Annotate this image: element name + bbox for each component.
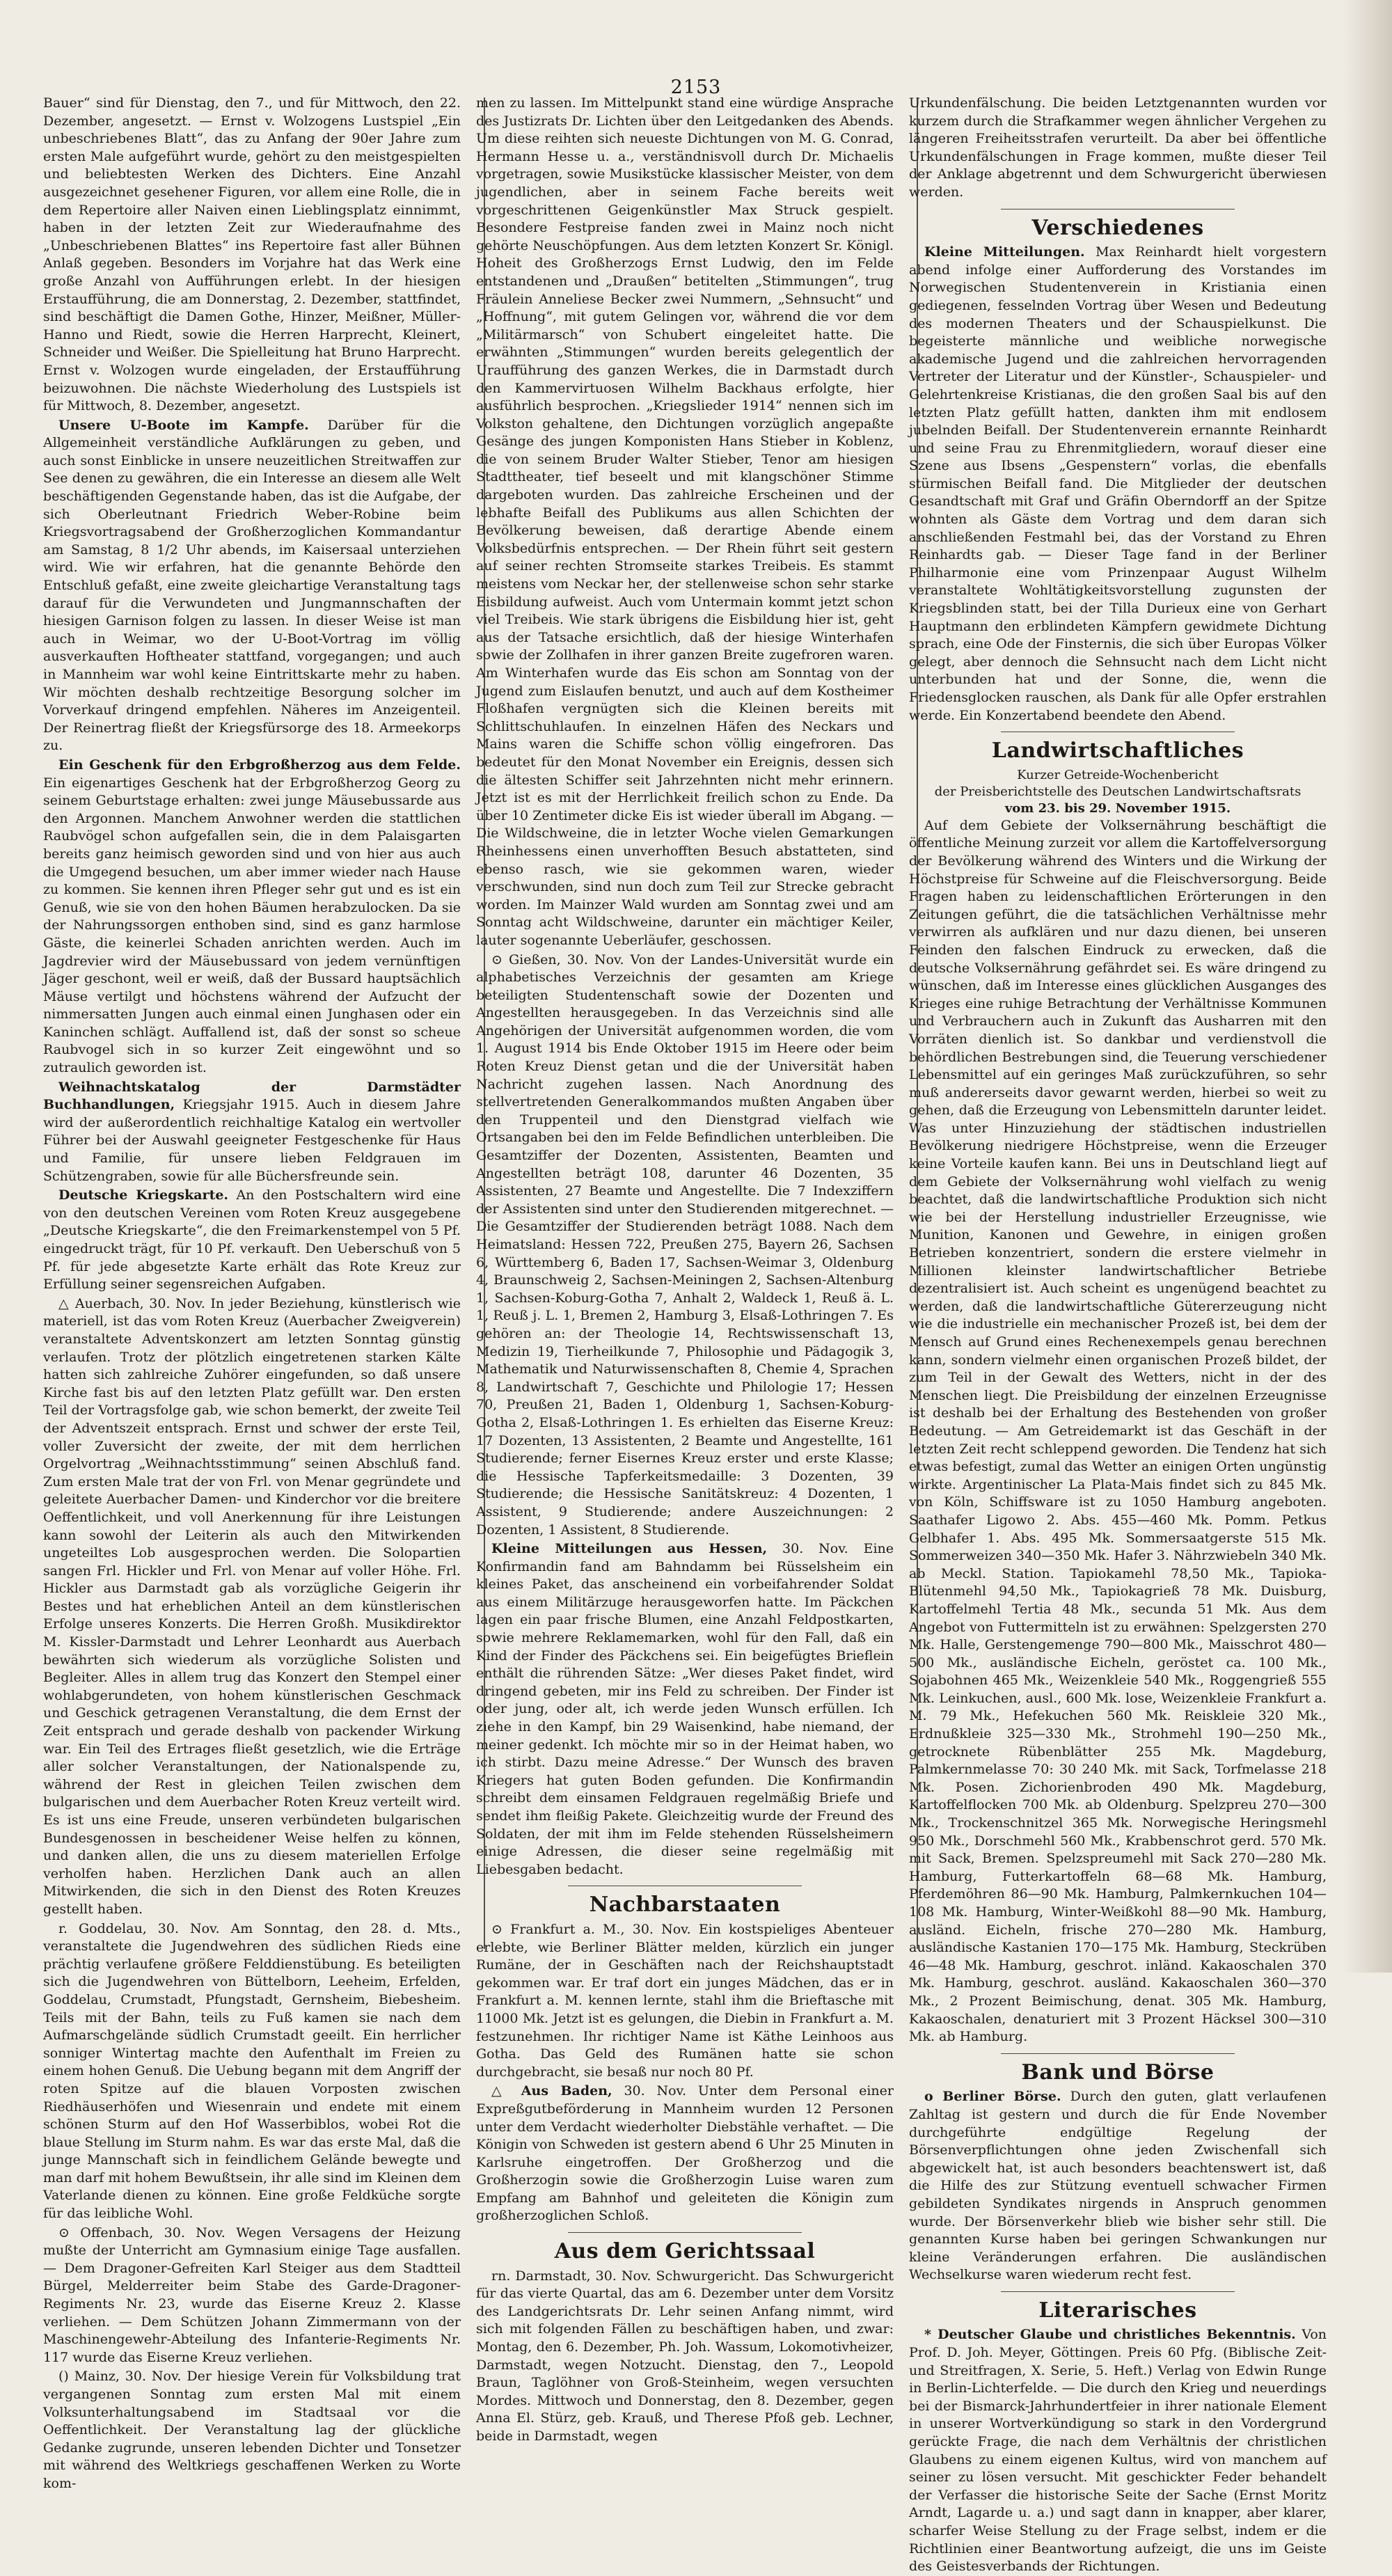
section-heading-literarisches: Literarisches bbox=[1038, 2298, 1197, 2323]
article-mainz: () Mainz, 30. Nov. Der hiesige Verein für Volksbildung trat vergangenen Sonntag zum ersten Mal mit einem Volksunterhaltungsabend im Stadtsaal vor die Oeffentlichkeit. Der Veranstaltung lag der glückliche Gedanke zugrunde, unseren lebenden Dichter und Tonsetzer mit während des Weltkriegs geschaffenen Werken zu Worte kom- bbox=[43, 2369, 461, 2491]
article-lead: Deutsche Kriegskarte. bbox=[58, 1187, 229, 1203]
report-date-range: vom 23. bis 29. November 1915. bbox=[1004, 800, 1231, 816]
article-body: 30. Nov. Eine Konfirmandin fand am Bahndamm bei Rüsselsheim ein kleines Paket, das anscheinend ein vorbeifahrender Soldat aus einem Militärzuge herausgeworfen hatte. Im Päckchen lagen ein paar frische Blumen, eine Anzahl Feldpostkarten, sowie mehrere Reklamemarken, wohl für den Fall, daß ein Kind der Finder des Päckchens sei. Ein beigefügtes Brieflein enthält die rührenden Sätze: „Wer dieses Paket findet, wird dringend gebeten, mir ins Feld zu schreiben. Der Finder ist oder jung, oder alt, ich werde jeden Wunsch erfüllen. Ich ziehe in den Kampf, bin 29 Waisenkind, habe niemand, der meiner gedenkt. Ich möchte mir so in der Heimat haben, wo ich stirbt. Dazu meine Adresse.“ Der Wunsch des braven Kriegers hat guten Boden gefunden. Die Konfirmandin schreibt dem einsamen Feldgrauen regelmäßig Briefe und sendet ihm fleißig Pakete. Gleichzeitig wurde der Freund des Soldaten, der mit ihm im Felde stehenden Rüsselsheimern einige Adressen, die dieser seine regelmäßig mit Liebesgaben bedacht. bbox=[476, 1541, 894, 1877]
article-kleine-mitteilungen bbox=[909, 244, 1327, 725]
section-separator bbox=[1001, 2053, 1235, 2054]
column-1 bbox=[43, 95, 461, 2491]
article-schwurgericht-continued: Urkundenfälschung. Die beiden Letztgenannten wurden vor kurzem durch die Strafkammer wegen ähnlicher Vergehen zu längeren Freiheitsstrafen verurteilt. Da aber bei öffentliche Urkundenfälschungen in Frage kommen, mußte dieser Teil der Anklage abgetrennt und dem Schwurgericht überwiesen werden. bbox=[909, 95, 1327, 200]
article-body: Darüber für die Allgemeinheit verständliche Aufklärungen zu geben, und auch sonst Einblicke in unsere neuzeitlichen Streitwaffen zur See denen zu gewähren, die ein Interesse an diesem alle Welt beschäftigenden Gegenstande haben, das ist die Aufgabe, der sich Oberleutnant Friedrich Weber-Robine beim Kriegsvortragsabend der Großherzoglichen Kommandantur am Samstag, 8 1/2 Uhr abends, im Kaisersaal unterziehen wird. Wie wir erfahren, hat die genannte Behörde den Entschluß gefaßt, eine zweite gleichartige Veranstaltung tags darauf für die Verwundeten und Jungmannschaften der hiesigen Garnison folgen zu lassen. In dieser Weise ist man auch in Weimar, wo der U-Boot-Vortrag im völlig ausverkauften Hoftheater stattfand, vorgegangen; und auch in Mannheim war wohl keine Eintrittskarte mehr zu haben. Wir möchten deshalb rechtzeitige Besorgung solcher im Vorverkauf dringend empfehlen. Näheres im Anzeigenteil. Der Reinertrag fließt der Kriegsfürsorge des 18. Armeekorps zu. bbox=[43, 417, 461, 754]
article-lead: Weihnachtskatalog der Darmstädter Buchhandlungen, bbox=[43, 1079, 461, 1113]
article-body: Kriegsjahr 1915. Auch in diesem Jahre wird der außerordentlich reichhaltige Katalog ein wertvoller Führer bei der Auswahl geeigneter Festgeschenke für Haus und Familie, für unsere lieben Feldgrauen im Schützengraben, sowie für alle Büchersfreunde sein. bbox=[43, 1097, 461, 1184]
scan-edge bbox=[1343, 0, 1392, 1973]
report-source: der Preisberichtstelle des Deutschen Landwirtschaftsrats bbox=[934, 784, 1302, 799]
article-literatur bbox=[909, 2326, 1327, 2575]
column-3 bbox=[909, 95, 1327, 2575]
article-goddelau: r. Goddelau, 30. Nov. Am Sonntag, den 28. d. Mts., veranstaltete die Jugendwehren des südlichen Rieds eine prächtig verlaufene größere Felddienstübung. Es beteiligten sich die Jugendwehren von Büttelborn, Leeheim, Erfelden, Goddelau, Crumstadt, Pfungstadt, Gernsheim, Biebesheim. Teils mit der Bahn, teils zu Fuß kamen sie nach dem Aufmarschgelände südlich Crumstadt geeilt. Ein herrlicher sonniger Wintertag machte den Aufenthalt im Freien zu einem hohen Genuß. Die Uebung begann mit dem Angriff der roten Spitze auf die blauen Vorposten zwischen Riedhäuserhöfen und Wiesenrain und endete mit einem schönen Sturm auf den Hof Wasserbiblos, wobei Rot die blaue Stellung im Sturm nahm. Es war das erste Mal, daß die junge Mannschaft sich in feindlichem Gelände bewegte und man darf mit hohem Bewußtsein, ihr alle sind im Kleinen dem Vaterlande dienen zu können. Eine große Feldküche sorgte für das leibliche Wohl. bbox=[43, 1920, 461, 2222]
section-heading-gerichtssaal: Aus dem Gerichtssaal bbox=[554, 2239, 816, 2264]
article-auerbach: △ Auerbach, 30. Nov. In jeder Beziehung, künstlerisch wie materiell, ist das vom Roten Kreuz (Auerbacher Zweigverein) veranstaltete Adventskonzert am letzten Sonntag günstig verlaufen. Trotz der plötzlich eingetretenen starken Kälte hatten sich zahlreiche Zuhörer eingefunden, so daß unsere Kirche fast bis auf den letzten Platz gefüllt war. Den ersten Teil der Vortragsfolge gab, wie schon bemerkt, der zweite Teil der Adventszeit entsprach. Ernst und schwer der erste Teil, voller Zuversicht der zweite, der mit dem herrlichen Orgelvortrag „Weihnachtsstimmung“ seinen Abschluß fand. Zum ersten Male trat der von Frl. von Menar gegründete und geleitete Auerbacher Damen- und Kinderchor vor die breitere Oeffentlichkeit, und voll Anerkennung für ihre Leistungen kann sowohl der Leiterin als auch den Mitwirkenden ungeteiltes Lob ausgesprochen werden. Die Solopartien sangen Frl. Hickler und Frl. von Menar auf voller Höhe. Frl. Hickler aus Darmstadt gab als vorzügliche Geigerin ihr Bestes und hat erheblichen Anteil an dem künstlerischen Erfolge unseres Konzerts. Die Herren Großh. Musikdirektor M. Kissler-Darmstadt und Lehrer Leonhardt aus Auerbach bewährten sich wiederum als vorzügliche Solisten und Begleiter. Alles in allem trug das Konzert den Stempel einer wohlabgerundeten, von hohem künstlerischen Geschmack und Geschick getragenen Veranstaltung, die dem Ernst der Zeit entsprach und gerade deshalb von packender Wirkung war. Ein Teil des Ertrages fließt gesetzlich, wie die Erträge aller solcher Veranstaltungen, der Nationalspende zu, während der Rest in gleichen Teilen zwischen dem bulgarischen und dem Auerbacher Roten Kreuz verteilt wird. Es ist uns eine Freude, unseren verbündeten bulgarischen Bundesgenossen in bescheidener Weise helfen zu können, und danken allen, die uns zu diesem materiellen Erfolge verholfen haben. Herzlichen Dank auch an allen Mitwirkenden, die sich in den Dienst des Roten Kreuzes gestellt haben. bbox=[43, 1295, 461, 1917]
article-lead: Unsere U-Boote im Kampfe. bbox=[58, 417, 309, 433]
section-separator bbox=[568, 2232, 802, 2233]
article-lead: * Deutscher Glaube und christliches Bekenntnis. bbox=[924, 2327, 1296, 2343]
article-mainz-continued: men zu lassen. Im Mittelpunkt stand eine würdige Ansprache des Justizrats Dr. Lichten über den Leitgedanken des Abends. Um diese reihten sich neueste Dichtungen von M. G. Conrad, Hermann Hesse u. a., verständnisvoll durch Dr. Michaelis vorgetragen, sowie Musikstücke klassischer Meister, von dem jugendlichen, aber in seinem Fache bereits weit vorgeschrittenen Geigenkünstler Max Struck gespielt. Besondere Festpreise fanden zwei in Mainz noch nicht gehörte Neuschöpfungen. Aus dem letzten Konzert Sr. Königl. Hoheit des Großherzogs Ernst Ludwig, den im Felde entstandenen und „Draußen“ betitelten „Stimmungen“, trug Fräulein Anneliese Becker zwei Nummern, „Sehnsucht“ und „Hoffnung“, mit gutem Gelingen vor, während die vor dem „Militärmarsch“ von Schubert eingeleitet hatte. Die erwähnten „Stimmungen“ wurden bereits gelegentlich der Uraufführung des ganzen Werkes, die in Darmstadt durch den Kammervirtuosen Wilhelm Backhaus erfolgte, hier ausführlich besprochen. „Kriegslieder 1914“ nennen sich im Volkston gehaltene, den Dichtungen vorzüglich angepaßte Gesänge des jungen Komponisten Hans Stieber in Koblenz, die von seinem Bruder Walter Stieber, Tenor am hiesigen Stadttheater, tief beseelt und mit klangschöner Stimme dargeboten wurden. Das zahlreiche Erscheinen und der lebhafte Beifall des Publikums aus allen Schichten der Bevölkerung beweisen, daß derartige Abende einem Volksbedürfnis entsprechen. — Der Rhein führt seit gestern auf seiner rechten Stromseite starkes Treibeis. Es stammt meistens vom Neckar her, der stellenweise schon sehr starke Eisbildung aufweist. Auch vom Untermain kommt jetzt schon viel Treibeis. Wie stark übrigens die Eisbildung hier ist, geht aus der Tatsache ersichtlich, daß der hiesige Winterhafen sowie der Zollhafen in ihrer ganzen Breite zugefroren waren. Am Winterhafen wurde das Eis schon am Sonntag von der Jugend zum Eislaufen benutzt, und auch auf dem Kostheimer Floßhafen vergnügten sich die Kleinen bereits mit Schlittschuhlaufen. In einzelnen Häfen des Neckars und Mains waren die Schiffe schon völlig eingefroren. Das bedeutet für den Monat November ein Ereignis, dessen sich die ältesten Schiffer seit Jahrzehnten nicht mehr erinnern. Jetzt ist es mit der Herrlichkeit freilich schon zu Ende. Da über 10 Zentimeter dicke Eis ist wieder überall im Abgang. — Die Wildschweine, die in letzter Woche vielen Gemarkungen Rheinhessens einen unverhofften Besuch abstatteten, sind ebenso rasch, wie sie gekommen waren, wieder verschwunden, sind nun doch zum Teil zur Strecke gebracht worden. Im Mainzer Wald wurden am Sonntag zwei und am Sonntag acht Wildschweine, darunter ein mächtiger Keiler, lauter sogenannte Ueberläufer, geschossen. bbox=[476, 95, 894, 948]
article-berliner-boerse bbox=[909, 2088, 1327, 2284]
report-subtitle: Kurzer Getreide-Wochenbericht bbox=[1017, 767, 1219, 782]
article-lead: Ein Geschenk für den Erbgroßherzog aus dem Felde. bbox=[58, 757, 461, 773]
section-separator bbox=[1001, 2291, 1235, 2292]
article-u-boote bbox=[43, 417, 461, 755]
section-heading-nachbarstaaten: Nachbarstaaten bbox=[589, 1893, 781, 1918]
article-giessen: ⊙ Gießen, 30. Nov. Von der Landes-Universität wurde ein alphabetisches Verzeichnis der gesamten am Kriege beteiligten Studentenschaft sowie der Dozenten und Angestellten herausgegeben. In das Verzeichnis sind alle Angehörigen der Universität aufgenommen worden, die vom 1. August 1914 bis Ende Oktober 1915 im Heere oder beim Roten Kreuz Dienst getan und die der Universität haben Nachricht zugehen lassen. Nach Anordnung des stellvertretenden Generalkommandos mußten Angaben über den Truppenteil und den Dienstgrad vielfach wie Ortsangaben bei den im Felde Befindlichen unterbleiben. Die Gesamtziffer der Dozenten, Assistenten, Beamten und Angestellten beträgt 108, darunter 46 Dozenten, 35 Assistenten, 27 Beamte und Angestellte. Die 7 Indexziffern der Assistenten sind unter den Studierenden mitgerechnet. — Die Gesamtziffer der Studierenden beträgt 1088. Nach dem Heimatsland: Hessen 722, Preußen 275, Bayern 26, Sachsen 6, Württemberg 6, Baden 17, Sachsen-Weimar 3, Oldenburg 4, Braunschweig 2, Sachsen-Meiningen 2, Sachsen-Altenburg 1, Sachsen-Koburg-Gotha 7, Anhalt 2, Waldeck 1, Reuß ä. L. 1, Reuß j. L. 1, Bremen 2, Hamburg 3, Elsaß-Lothringen 7. Es gehören an: der Theologie 14, Rechtswissenschaft 13, Medizin 19, Tierheilkunde 7, Philosophie und Pädagogik 3, Mathematik und Naturwissenschaften 8, Chemie 4, Sprachen 8, Landwirtschaft 7, Geschichte und Philologie 17; Hessen 70, Preußen 21, Baden 1, Oldenburg 1, Sachsen-Koburg-Gotha 2, Elsaß-Lothringen 1. Es erhielten das Eiserne Kreuz: 17 Dozenten, 13 Assistenten, 2 Beamte und Angestellte, 161 Studierende; ferner Eisernes Kreuz erster und erste Klasse; die Hessische Tapferkeitsmedaille: 3 Dozenten, 39 Studierende; die Hessische Sanitätskreuz: 4 Dozenten, 1 Assistent, 9 Studierende; andere Auszeichnungen: 2 Dozenten, 1 Assistent, 8 Studierende. bbox=[476, 951, 894, 1538]
article-frankfurt: ⊙ Frankfurt a. M., 30. Nov. Ein kostspieliges Abenteuer erlebte, wie Berliner Blätter melden, kürzlich ein junger Rumäne, der in Geschäften nach der Reichshauptstadt gekommen war. Er traf dort ein junges Mädchen, das er in Frankfurt a. M. kennen lernte, stahl ihm die Brieftasche mit 11000 Mk. Jetzt ist es gelungen, die Diebin in Frankfurt a. M. festzunehmen. Ihr richtiger Name ist Käthe Leinhoos aus Gotha. Das Geld des Rumänen hatte sie schon durchgebracht, sie besaß nur noch 80 Pf. bbox=[476, 1921, 894, 2080]
article-theater: Bauer“ sind für Dienstag, den 7., und für Mittwoch, den 22. Dezember, angesetzt. — Ernst v. Wolzogens Lustspiel „Ein unbeschriebenes Blatt“, das zu Anfang der 90er Jahre zum ersten Male aufgeführt wurde, gehört zu den meistgespielten und beliebtesten Werken des Dichters. Eine Anzahl ausgezeichnet gesehener Figuren, vor allem eine Rolle, die in dem Repertoire aller Naiven einen Lieblingsplatz einnimmt, haben in der letzten Zeit zur Wiederaufnahme des „Unbeschriebenen Blattes“ ins Repertoire fast aller Bühnen Anlaß gegeben. Besonders im Vorjahre hat das Werk eine große Anzahl von Aufführungen erlebt. In der hiesigen Erstaufführung, die am Donnerstag, 2. Dezember, stattfindet, sind beschäftigt die Damen Gothe, Hinzer, Meißner, Müller-Hanno und Riedt, sowie die Herren Harprecht, Kleinert, Schneider und Weißer. Die Spielleitung hat Bruno Harprecht. Ernst v. Wolzogen wurde eingeladen, der Erstaufführung beizuwohnen. Die nächste Wiederholung des Lustspiels ist für Mittwoch, 8. Dezember, angesetzt. bbox=[43, 95, 461, 414]
article-schwurgericht: rn. Darmstadt, 30. Nov. Schwurgericht. Das Schwurgericht für das vierte Quartal, das am 6. Dezember unter dem Vorsitz des Landgerichtsrats Dr. Lehr seinen Anfang nimmt, wird sich mit folgenden Fällen zu beschäftigen haben, und zwar: Montag, den 6. Dezember, Ph. Joh. Wassum, Lokomotivheizer, Darmstadt, wegen Notzucht. Dienstag, den 7., Leopold Braun, Taglöhner von Groß-Steinheim, wegen versuchten Mordes. Mittwoch und Donnerstag, den 8. Dezember, gegen Anna El. Stürz, geb. Krauß, und Therese Pfoß geb. Lechner, beide in Darmstadt, wegen bbox=[476, 2268, 894, 2444]
article-kleine-mitteilungen-hessen bbox=[476, 1540, 894, 1879]
article-lead: o Berliner Börse. bbox=[924, 2089, 1061, 2105]
article-body: An den Postschaltern wird eine von den deutschen Vereinen vom Roten Kreuz ausgegebene „Deutsche Kriegskarte“, die den Freimarkenstempel von 5 Pf. eingedruckt trägt, für 10 Pf. verkauft. Den Ueberschuß von 5 Pf. für jede abgesetzte Karte erhält das Rote Kreuz zur Erfüllung seiner segensreichen Aufgaben. bbox=[43, 1187, 461, 1293]
article-kriegskarte bbox=[43, 1187, 461, 1294]
article-lead: Kleine Mitteilungen. bbox=[924, 244, 1085, 260]
article-getreide-bericht: Auf dem Gebiete der Volksernährung beschäftigt die öffentliche Meinung zurzeit vor allem die Kartoffelversorgung der Bevölkerung während des Winters und die Wirkung der Höchstpreise für Schweine auf die Fleischversorgung. Beide Fragen haben zu leidenschaftlichen Erörterungen in den Zeitungen geführt, die die tatsächlichen Verhältnisse mehr verwirren als aufklären und nur dazu dienen, bei unseren Feinden den falschen Eindruck zu erwecken, daß die deutsche Volksernährung gefährdet sei. Es wäre dringend zu wünschen, daß im Interesse eines glücklichen Ausganges des Krieges eine ruhige Betrachtung der Verhältnisse Kommunen und Verbrauchern auch in Zukunft das Ausharren mit den Vorräten dienlich ist. So dankbar und verdienstvoll die behördlichen Bestrebungen sind, die Teuerung verschiedener Lebensmittel auf ein geringes Maß zurückzuführen, so sehr muß andererseits davor gewarnt werden, hierbei so weit zu gehen, daß die Erzeugung von Lebensmitteln darunter leidet. Was unter Hinzuziehung der städtischen industriellen Bevölkerung niedrigere Höchstpreise, wenn die Erzeuger keine Vorteile kaufen kann. Bei uns in Deutschland liegt auf dem Gebiete der Volksernährung wohl vielfach zu wenig beachtet, daß die landwirtschaftliche Produktion sich nicht wie bei der Herstellung industrieller Erzeugnisse, wie Munition, Kanonen und Gewehre, in einigen großen Betrieben konzentriert, sondern die erstere vielmehr in Millionen kleinster landwirtschaftlicher Betriebe dezentralisiert ist. Auch scheint es ungenügend beachtet zu werden, daß die landwirtschaftliche Gütererzeugung nicht wie die industrielle ein mechanischer Prozeß ist, bei dem der Mensch auf Grund eines Rechenexempels genau berechnen kann, sondern vielmehr einen organischen Prozeß bildet, der zum Teil in der Gewalt des Wetters, nicht in der des Menschen liegt. Die Preisbildung der einzelnen Erzeugnisse ist deshalb bei der Erhaltung des Bestehenden von großer Bedeutung. — Am Getreidemarkt ist das Geschäft in der letzten Zeit recht schleppend geworden. Die Tendenz hat sich etwas befestigt, zumal das Wetter an einigen Orten ungünstig wirkte. Argentinischer La Plata-Mais findet sich zu 845 Mk. von Köln, Schiffsware ist zu 1050 Hamburg angeboten. Saathafer Ligowo 2. Abs. 455—460 Mk. Pomm. Petkus Gelbhafer 1. Abs. 495 Mk. Sommersaatgerste 515 Mk. Sommerweizen 340—350 Mk. Hafer 3. Nährzwiebeln 340 Mk. ab Meckl. Station. Tapiokamehl 78,50 Mk., Tapioka-Blütenmehl 94,50 Mk., Tapiokagrieß 78 Mk. Duisburg, Kartoffelmehl Tertia 48 Mk., secunda 51 Mk. Aus dem Angebot von Futtermitteln ist zu erwähnen: Spelzgersten 270 Mk. Halle, Gerstengemenge 790—800 Mk., Maisschrot 480—500 Mk., ausländische Eicheln, geröstet ca. 100 Mk., Sojabohnen 465 Mk., Weizenkleie 540 Mk., Roggengrieß 555 Mk. Leinkuchen, ausl., 600 Mk. lose, Weizenkleie Frankfurt a. M. 79 Mk., Hefekuchen 560 Mk. Reiskleie 320 Mk., Erdnußkleie 325—330 Mk., Strohmehl 190—250 Mk., getrocknete Rübenblätter 255 Mk. Magdeburg, Palmkernmelasse 70: 30 240 Mk. mit Sack, Torfmelasse 218 Mk. Posen. Zichorienbroden 490 Mk. Magdeburg, Kartoffelflocken 700 Mk. ab Oldenburg. Spelzpreu 270—300 Mk., Trockenschnitzel 365 Mk. Norwegische Heringsmehl 950 Mk., Dorschmehl 560 Mk., Krabbenschrot gerd. 570 Mk. mit Sack, Bremen. Spelzspreumehl mit Sack 270—280 Mk. Hamburg, Futterkartoffeln 68—68 Mk. Hamburg, Pferdemöhren 86—90 Mk. Hamburg, Palmkernkuchen 104—108 Mk. Hamburg, Winter-Weißkohl 88—90 Mk. Hamburg, ausländ. Eicheln, frische 270—280 Mk. Hamburg, ausländische Kastanien 170—175 Mk. Hamburg, Steckrüben 46—48 Mk. Hamburg, geschrot. inländ. Kakaoschalen 370 Mk. Hamburg, geschrot. ausländ. Kakaoschalen 360—370 Mk., 2 Prozent Beimischung, denat. 305 Mk. Hamburg, Kakaoschalen, denaturiert mit 3 Prozent Häcksel 300—310 Mk. ab Hamburg. bbox=[909, 817, 1327, 2045]
article-body: Ein eigenartiges Geschenk hat der Erbgroßherzog Georg zu seinem Geburtstage erhalten: zwei junge Mäusebussarde aus den Argonnen. Manchem Anwohner werden die stattlichen Raubvögel schon aufgefallen sein, die in dem Palaisgarten bereits ganz heimisch geworden sind und von hier aus auch die Umgegend besuchen, um aber immer wieder nach Hause zu kommen. Sie kennen ihren Pfleger sehr gut und es ist ein Genuß, wie sie von den hohen Bäumen herabzulocken. Da sie der Nahrungssorgen enthoben sind, sind es ganz harmlose Gäste, die keinerlei Schaden anrichten werden. Auch im Jagdrevier wird der Mäusebussard von jedem vernünftigen Jäger geschont, weil er weiß, daß der Bussard hauptsächlich Mäuse vertilgt und höchstens während der Aufzucht der nimmersatten Jungen auch einmal einen Junghasen oder ein Kaninchen schlägt. Auffallend ist, daß der sonst so scheue Raubvogel sich in so kurzer Zeit eingewöhnt und so zutraulich geworden ist. bbox=[43, 775, 461, 1076]
article-baden bbox=[476, 2083, 894, 2225]
article-lead: △ Aus Baden, bbox=[491, 2083, 612, 2099]
section-heading-verschiedenes: Verschiedenes bbox=[1031, 215, 1204, 240]
article-weihnachtskatalog bbox=[43, 1079, 461, 1186]
article-body: Durch den guten, glatt verlaufenen Zahltag ist gestern und durch die für Ende November durchgeführte endgültige Regelung der Börsenverpflichtungen ohne jeden Zwischenfall sich abgewickelt hat, ist auch besonders beachtenswert ist, daß die Hilfe des zur Stützung eventuell schwacher Firmen gebildeten Syndikates nirgends in Anspruch genommen wurde. Der Börsenverkehr blieb wie bisher sehr still. Die genannten Kurse haben bei geringen Schwankungen nur kleine Veränderungen erfahren. Die ausländischen Wechselkurse waren wiederum recht fest. bbox=[909, 2089, 1327, 2283]
section-heading-bank-und-boerse: Bank und Börse bbox=[1021, 2060, 1215, 2085]
article-offenbach: ⊙ Offenbach, 30. Nov. Wegen Versagens der Heizung mußte der Unterricht am Gymnasium einige Tage ausfallen. — Dem Dragoner-Gefreiten Karl Steiger aus dem Stadtteil Bürgel, Melderreiter beim Stabe des Garde-Dragoner-Regiments Nr. 23, wurde das Eiserne Kreuz 2. Klasse verliehen. — Dem Schützen Johann Zimmermann von der Maschinengewehr-Abteilung des Infanterie-Regiments Nr. 117 wurde das Eiserne Kreuz verliehen. bbox=[43, 2225, 461, 2365]
article-body: Max Reinhardt hielt vorgestern abend infolge einer Aufforderung des Vorstandes im Norwegischen Studentenverein in Kristiania einen gediegenen, fesselnden Vortrag über Wesen und Bedeutung des modernen Theaters und der Schauspielkunst. Die begeisterte männliche und weibliche norwegische akademische Jugend und die zahlreichen hervorragenden Vertreter der Literatur und der Künstler-, Schauspieler- und Gelehrtenkreise Kristianas, die den großen Saal bis auf den letzten Platz gefüllt hatten, dankten ihm mit endlosem jubelnden Beifall. Der Studentenverein ernannte Reinhardt und seine Frau zu Ehrenmitgliedern, worauf dieser eine Szene aus Ibsens „Gespenstern“ vorlas, die ebenfalls stürmischen Beifall fand. Die Mitglieder der deutschen Gesandtschaft mit Graf und Gräfin Oberndorff an der Spitze wohnten als Gäste dem Vortrag und dem daran sich anschließenden Festmahl bei, das der Vorstand zu Ehren Reinhardts gab. — Dieser Tage fand in der Berliner Philharmonie eine vom Prinzenpaar August Wilhelm veranstaltete Wohltätigkeitsvorstellung zugunsten der Kriegsblinden statt, bei der Tilla Durieux eine von Gerhart Hauptmann den erblindeten Kämpfern gewidmete Dichtung sprach, eine Ode der Finsternis, die sich über Europas Völker gelegt, aber dennoch die Sehnsucht nach dem Licht nicht unterbunden hat und der Sonne, die, wenn die Friedensglocken rauschen, als Dank für alle Opfer erstrahlen werde. Ein Konzertabend beendete den Abend. bbox=[909, 244, 1327, 723]
article-geschenk bbox=[43, 757, 461, 1077]
section-heading-landwirtschaftliches: Landwirtschaftliches bbox=[991, 738, 1244, 764]
article-lead: Kleine Mitteilungen aus Hessen, bbox=[491, 1541, 768, 1557]
article-body: 30. Nov. Unter dem Personal einer Expreßgutbeförderung in Mannheim wurden 12 Personen unter dem Verdacht wiederholter Diebstähle verhaftet. — Die Königin von Schweden ist gestern abend 6 Uhr 25 Minuten in Karlsruhe eingetroffen. Der Großherzog und die Großherzogin sowie die Großherzogin Luise waren zum Empfang am Bahnhof und geleiteten die Königin zum großherzoglichen Schloß. bbox=[476, 2083, 894, 2224]
column-2 bbox=[476, 95, 894, 2444]
page-number: 2153 bbox=[670, 77, 722, 98]
article-body: Von Prof. D. Joh. Meyer, Göttingen. Preis 60 Pfg. (Biblische Zeit- und Streitfragen, X. Serie, 5. Heft.) Verlag von Edwin Runge in Berlin-Lichterfelde. — Die durch den Krieg und neuerdings bei der Bismarck-Jahrhundertfeier in ihrer nationale Element in unserer Wortverkündigung so stark in den Vordergrund gerückte Frage, die nach dem Verhältnis der christlichen Glaubens zu einem eigenen Kultus, wird von manchem auf seiner zu lösen versucht. Mit geschickter Feder behandelt der Verfasser die historische Seite der Sache (Ernst Moritz Arndt, Lagarde u. a.) und sagt dann in knapper, aber klarer, scharfer Weise Stellung zu der Frage selbst, indem er die Richtlinien einer Beantwortung aufzeigt, die uns im Geiste des Geistesverbands der Richtungen. bbox=[909, 2327, 1327, 2575]
report-dates bbox=[909, 800, 1327, 817]
section-separator bbox=[1001, 209, 1235, 210]
newspaper-columns bbox=[43, 95, 1329, 2575]
